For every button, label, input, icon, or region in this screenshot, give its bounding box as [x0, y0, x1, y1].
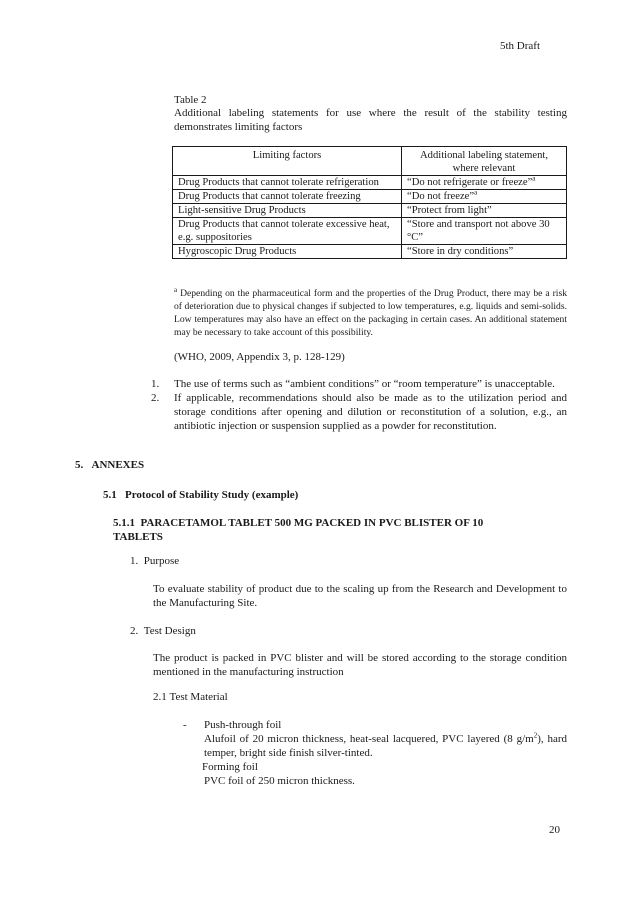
section-title: Protocol of Stability Study (example) — [125, 489, 299, 501]
item-number: 2. — [130, 625, 139, 637]
note-item — [151, 377, 567, 391]
footnote-text: Depending on the pharmaceutical form and the properties of the Drug Product, there may be a risk of deterioration due to physical changes if subjected to low temperatures, e.g. liquids and semi-solids. Low temperatures may also have an effect on the packaging in certain cases. An additional statement may be necessary to take account of this possibility. — [174, 288, 568, 338]
push-text-part: ), hard temper, bright side finish silver-tinted. — [204, 733, 567, 759]
note-number: 1. — [151, 378, 160, 390]
purpose-heading — [130, 554, 179, 568]
section-5-1-1-heading — [113, 516, 513, 544]
section-number: 5. — [75, 459, 84, 471]
table-footnote — [174, 287, 567, 339]
table-row — [173, 190, 567, 204]
table-cell-statement — [402, 190, 567, 204]
footnote-mark: a — [174, 285, 178, 294]
notes-list — [151, 377, 567, 433]
note-text: The use of terms such as “ambient conditions” or “room temperature” is unacceptable. — [174, 378, 555, 390]
section-number: 5.1.1 — [113, 517, 135, 529]
table-title: Additional labeling statements for use where the result of the stability testing demonstrates limiting factors — [174, 107, 567, 133]
table-row — [173, 245, 567, 259]
test-design-heading — [130, 624, 196, 638]
table-cell-statement — [402, 176, 567, 190]
table-cell-factor: Drug Products that cannot tolerate refrigeration — [173, 176, 402, 190]
table-header-row — [173, 147, 567, 176]
item-title: Test Material — [169, 691, 228, 703]
test-design-text: The product is packed in PVC blister and will be stored according to the storage condition mentioned in the manufacturing instruction — [153, 652, 567, 678]
note-item — [151, 391, 567, 433]
item-number: 2.1 — [153, 691, 167, 703]
table-row — [173, 218, 567, 245]
section-title: ANNEXES — [91, 459, 145, 471]
column-header: Limiting factors — [173, 147, 402, 176]
push-through-text — [204, 732, 567, 760]
table-cell-factor: Light-sensitive Drug Products — [173, 204, 402, 218]
item-number: 1. — [130, 555, 139, 567]
superscript-2: 2 — [533, 731, 538, 740]
table-cell-factor: Drug Products that cannot tolerate excessive heat, e.g. suppositories — [173, 218, 402, 245]
section-5-1-heading — [103, 488, 298, 502]
table-row — [173, 176, 567, 190]
table-cell-factor: Hygroscopic Drug Products — [173, 245, 402, 259]
labeling-table — [172, 146, 567, 259]
push-text-part: Alufoil of 20 micron thickness, heat-seal lacquered, PVC layered (8 g/m — [204, 733, 534, 745]
column-header: Additional labeling statement, where relevant — [402, 147, 567, 176]
section-5-heading — [75, 458, 144, 472]
draft-label: 5th Draft — [499, 40, 540, 52]
item-title: Purpose — [143, 555, 180, 567]
table-row — [173, 204, 567, 218]
section-number: 5.1 — [103, 489, 117, 501]
note-number: 2. — [151, 392, 160, 404]
table-caption: Table 2 — [174, 94, 207, 106]
footnote-sup: a — [532, 174, 536, 183]
table-cell-factor: Drug Products that cannot tolerate freezing — [173, 190, 402, 204]
table-cell-statement: “Store in dry conditions” — [402, 245, 567, 259]
purpose-text: To evaluate stability of product due to the scaling up from the Research and Development to the Manufacturing Site. — [153, 583, 567, 609]
note-text: If applicable, recommendations should also be made as to the utilization period and storage conditions after opening and dilution or reconstitution of a solution, e.g., an antibiotic injection or suspension supplied as a powder for reconstitution. — [174, 392, 567, 432]
table-cell-statement: “Store and transport not above 30 °C” — [402, 218, 567, 245]
push-through-label: Push-through foil — [204, 719, 282, 731]
test-material-heading — [153, 690, 228, 704]
dash-bullet: - — [183, 719, 187, 731]
table-source: (WHO, 2009, Appendix 3, p. 128-129) — [174, 351, 345, 363]
statement-text: “Do not freeze” — [407, 191, 475, 202]
forming-foil-text: PVC foil of 250 micron thickness. — [204, 775, 355, 787]
item-title: Test Design — [143, 625, 196, 637]
footnote-sup: a — [474, 188, 478, 197]
section-title: PARACETAMOL TABLET 500 MG PACKED IN PVC BLISTER OF 10 TABLETS — [113, 517, 484, 543]
table-cell-statement: “Protect from light” — [402, 204, 567, 218]
statement-text: “Do not refrigerate or freeze” — [407, 177, 533, 188]
page-number: 20 — [549, 824, 560, 836]
forming-foil-label: Forming foil — [202, 761, 258, 773]
